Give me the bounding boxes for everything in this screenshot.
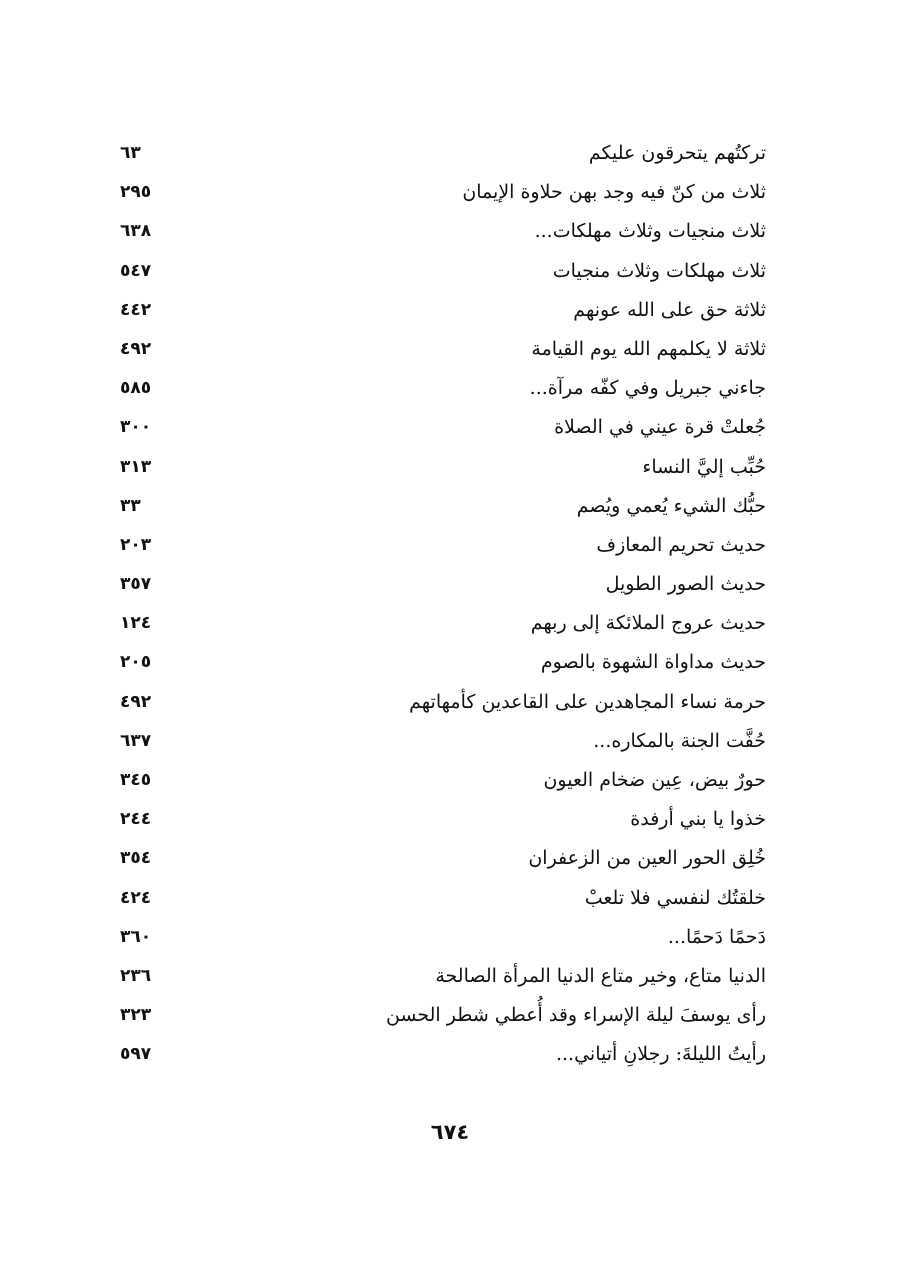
entry-title: رأيتُ الليلةَ: رجلانِ أتياني... <box>555 1043 766 1066</box>
entry-page-number: ٣٥٤ <box>120 848 152 869</box>
index-entry <box>120 565 766 604</box>
entry-title: خذوا يا بني أرفدة <box>630 808 766 831</box>
entry-page-number: ٢٠٥ <box>120 652 152 673</box>
index-entry <box>120 683 766 722</box>
entry-page-number: ٥٨٥ <box>120 378 152 399</box>
entry-page-number: ٤٤٢ <box>120 299 152 320</box>
entry-title: ثلاث مهلكات وثلاث منجيات <box>552 259 766 282</box>
entry-page-number: ٣٤٥ <box>120 770 152 790</box>
entry-page-number: ٥٩٧ <box>120 1044 152 1065</box>
entry-page-number: ٢٣٦ <box>120 965 152 986</box>
entry-title: تركتُهم يتحرقون عليكم <box>588 142 766 164</box>
entry-page-number: ٣٢٣ <box>120 1005 152 1026</box>
entry-title: رأى يوسفَ ليلة الإسراء وقد أُعطي شطر الحسن <box>385 1004 766 1027</box>
page-number: ٦٧٤ <box>430 1120 470 1144</box>
entry-page-number: ٢٠٣ <box>120 534 152 555</box>
index-entry <box>120 448 766 487</box>
entry-page-number: ٣٠٠ <box>120 417 152 438</box>
entry-title: حبُّك الشيء يُعمي ويُصم <box>576 494 766 517</box>
entry-title: الدنيا متاع، وخير متاع الدنيا المرأة الصالحة <box>435 964 766 987</box>
entry-title: جاءني جبريل وفي كفّه مرآة... <box>529 377 766 400</box>
index-entry <box>120 173 766 212</box>
entry-title: حُبِّب إليَّ النساء <box>642 455 766 478</box>
entry-page-number: ١٢٤ <box>120 613 152 634</box>
entry-page-number: ٦٣٧ <box>120 730 152 751</box>
entry-page-number: ٤٩٢ <box>120 691 152 712</box>
index-entry <box>120 722 766 761</box>
index-entry <box>120 408 766 447</box>
entry-title: حرمة نساء المجاهدين على القاعدين كأمهاتهم <box>409 690 766 713</box>
entry-page-number: ٦٣ <box>120 143 141 163</box>
entry-page-number: ٢٩٥ <box>120 182 152 203</box>
entry-title: خلقتُك لنفسي فلا تلعبْ <box>584 886 766 909</box>
entry-page-number: ٣١٣ <box>120 456 152 477</box>
entry-title: حديث مداواة الشهوة بالصوم <box>540 651 766 674</box>
entry-page-number: ٦٣٨ <box>120 221 152 242</box>
entry-title: حديث الصور الطويل <box>605 573 766 596</box>
index-entry <box>120 604 766 643</box>
entry-title: ثلاثة لا يكلمهم الله يوم القيامة <box>531 337 766 360</box>
index-entry <box>120 134 766 173</box>
index-entry <box>120 879 766 918</box>
index-entry <box>120 252 766 291</box>
index-entry <box>120 918 766 957</box>
entry-title: ثلاث من كنّ فيه وجد بهن حلاوة الإيمان <box>462 181 766 204</box>
entry-title: جُعلتْ قرة عيني في الصلاة <box>554 416 766 439</box>
entry-page-number: ٤٩٢ <box>120 338 152 359</box>
index-entry <box>120 800 766 839</box>
entry-title: حُفَّت الجنة بالمكاره... <box>593 729 766 752</box>
index-entry <box>120 291 766 330</box>
entry-title: خُلِق الحور العين من الزعفران <box>528 847 766 870</box>
index-entry <box>120 761 766 800</box>
index-entry <box>120 996 766 1035</box>
index-entry <box>120 369 766 408</box>
entry-title: دَحمًا دَحمًا... <box>667 925 766 948</box>
index-entry <box>120 526 766 565</box>
entry-page-number: ٤٢٤ <box>120 887 152 908</box>
hadith-index-list <box>120 134 766 1075</box>
index-entry <box>120 330 766 369</box>
index-entry <box>120 643 766 682</box>
entry-page-number: ٣٣ <box>120 495 141 516</box>
entry-title: ثلاثة حق على الله عونهم <box>573 298 766 321</box>
index-entry <box>120 1035 766 1074</box>
entry-page-number: ٢٤٤ <box>120 809 152 830</box>
entry-title: ثلاث منجيات وثلاث مهلكات... <box>534 220 766 243</box>
entry-page-number: ٥٤٧ <box>120 260 152 281</box>
entry-page-number: ٣٥٧ <box>120 574 152 595</box>
entry-title: حديث تحريم المعازف <box>596 533 766 556</box>
index-entry <box>120 487 766 526</box>
entry-title: حورٌ بيض، عِين ضخام العيون <box>543 769 766 791</box>
index-entry <box>120 212 766 251</box>
entry-page-number: ٣٦٠ <box>120 926 152 947</box>
index-entry <box>120 957 766 996</box>
index-entry <box>120 839 766 878</box>
entry-title: حديث عروج الملائكة إلى ربهم <box>530 612 766 635</box>
